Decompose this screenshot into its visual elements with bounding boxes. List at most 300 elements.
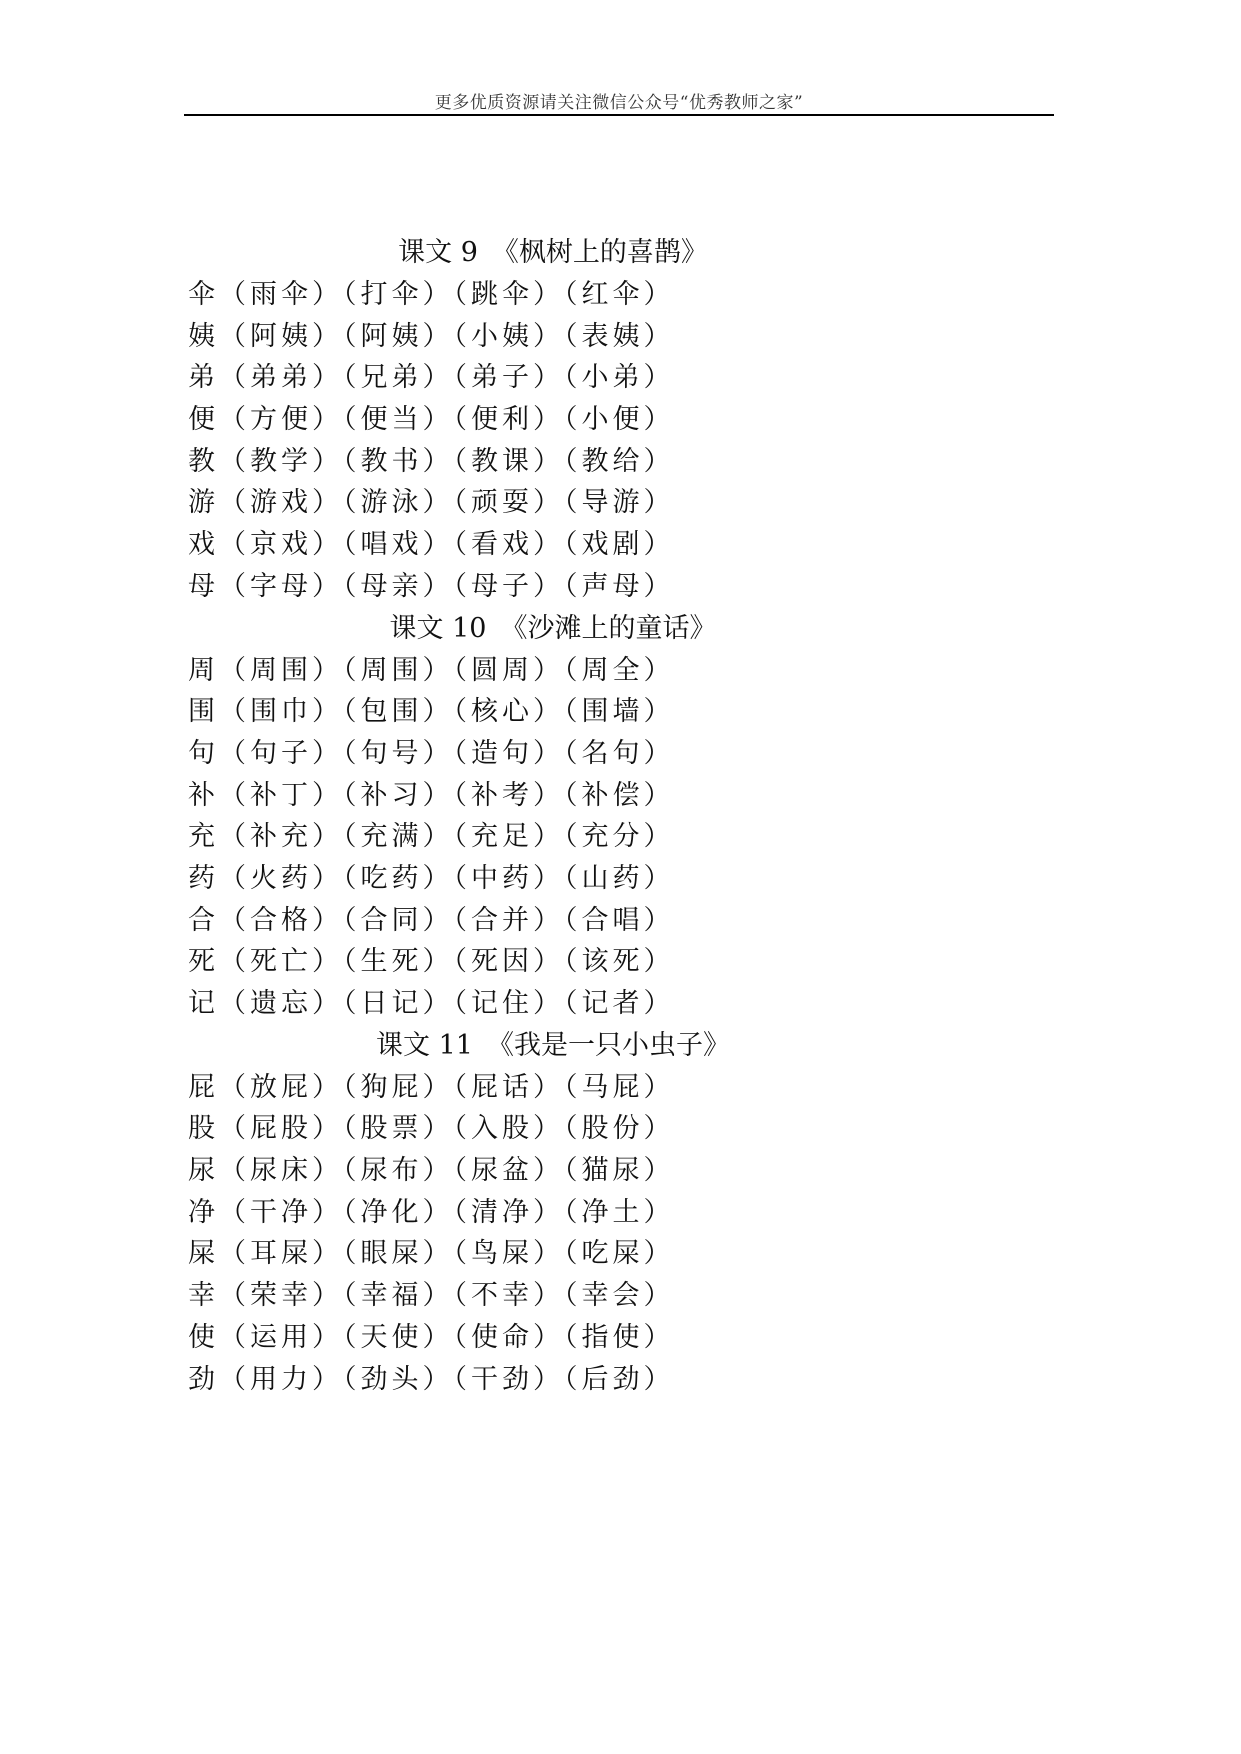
vocab-word: 净化 bbox=[360, 1196, 423, 1228]
vocab-word: 合同 bbox=[360, 904, 423, 936]
vocab-word: 股票 bbox=[360, 1113, 423, 1145]
close-paren: ） bbox=[422, 988, 454, 1019]
close-paren: ） bbox=[643, 487, 675, 519]
close-paren: ） bbox=[312, 904, 343, 936]
open-paren: （ bbox=[564, 1196, 582, 1228]
open-paren: （ bbox=[564, 320, 582, 352]
open-paren: （ bbox=[564, 946, 582, 978]
vocab-row bbox=[188, 691, 848, 733]
open-paren: （ bbox=[564, 1071, 582, 1103]
close-paren: ） bbox=[533, 1113, 564, 1145]
vocab-word: 声母 bbox=[581, 570, 644, 602]
vocab-word: 造句 bbox=[471, 737, 533, 769]
vocab-word: 荣幸 bbox=[250, 1280, 312, 1312]
vocab-character: 使 bbox=[188, 1321, 219, 1353]
vocab-word: 幸会 bbox=[581, 1280, 644, 1312]
vocab-word: 教给 bbox=[581, 445, 644, 477]
vocab-word: 合唱 bbox=[581, 904, 644, 936]
open-paren: （ bbox=[564, 1321, 582, 1353]
vocab-row bbox=[188, 274, 848, 316]
vocab-word: 母子 bbox=[471, 570, 533, 602]
vocab-word: 放屁 bbox=[250, 1071, 312, 1103]
open-paren: （ bbox=[564, 1280, 582, 1312]
lesson-title bbox=[188, 1025, 848, 1067]
vocab-word: 核心 bbox=[471, 696, 533, 728]
open-paren: （ bbox=[343, 737, 361, 769]
open-paren: （ bbox=[343, 1238, 361, 1270]
close-paren: ） bbox=[312, 445, 343, 477]
lesson-number: 课文 9 bbox=[398, 237, 478, 268]
lesson-name: 《我是一只小虫子》 bbox=[486, 1029, 730, 1061]
open-paren: （ bbox=[564, 988, 582, 1019]
open-paren: （ bbox=[453, 904, 471, 936]
vocab-word: 跳伞 bbox=[471, 279, 533, 310]
vocab-character: 句 bbox=[188, 737, 219, 769]
close-paren: ） bbox=[643, 737, 675, 769]
vocab-row bbox=[188, 733, 848, 775]
close-paren: ） bbox=[643, 1238, 675, 1270]
vocab-word: 日记 bbox=[360, 988, 423, 1019]
open-paren: （ bbox=[453, 1321, 471, 1353]
vocab-word: 兄弟 bbox=[360, 362, 423, 394]
vocab-character: 围 bbox=[188, 696, 219, 728]
vocab-character: 劲 bbox=[188, 1363, 219, 1395]
vocab-word: 指使 bbox=[581, 1321, 644, 1353]
vocab-word: 围墙 bbox=[581, 696, 644, 728]
close-paren: ） bbox=[533, 362, 564, 394]
close-paren: ） bbox=[312, 1363, 343, 1395]
vocab-word: 导游 bbox=[581, 487, 644, 519]
close-paren: ） bbox=[643, 529, 675, 561]
vocab-word: 马屁 bbox=[581, 1071, 644, 1103]
vocab-word: 看戏 bbox=[471, 529, 533, 561]
close-paren: ） bbox=[312, 1071, 343, 1103]
close-paren: ） bbox=[312, 1155, 343, 1187]
open-paren: （ bbox=[564, 737, 582, 769]
vocab-character: 游 bbox=[188, 487, 219, 519]
open-paren: （ bbox=[453, 570, 471, 602]
open-paren: （ bbox=[564, 362, 582, 394]
open-paren: （ bbox=[343, 1155, 361, 1187]
open-paren: （ bbox=[453, 946, 471, 978]
open-paren: （ bbox=[343, 362, 361, 394]
vocab-row bbox=[188, 900, 848, 942]
vocab-word: 清净 bbox=[471, 1196, 533, 1228]
close-paren: ） bbox=[422, 1155, 454, 1187]
close-paren: ） bbox=[422, 862, 454, 894]
open-paren: （ bbox=[343, 529, 361, 561]
vocab-word: 劲头 bbox=[360, 1363, 423, 1395]
close-paren: ） bbox=[643, 279, 675, 310]
close-paren: ） bbox=[533, 279, 564, 310]
vocab-word: 充足 bbox=[471, 821, 533, 853]
close-paren: ） bbox=[312, 279, 343, 310]
open-paren: （ bbox=[453, 654, 471, 686]
vocab-word: 干净 bbox=[250, 1196, 312, 1228]
open-paren: （ bbox=[219, 529, 250, 561]
vocab-word: 顽耍 bbox=[471, 487, 533, 519]
document-body bbox=[188, 232, 848, 1400]
open-paren: （ bbox=[343, 445, 361, 477]
vocab-word: 不幸 bbox=[471, 1280, 533, 1312]
vocab-word: 戏剧 bbox=[581, 529, 644, 561]
close-paren: ） bbox=[533, 1363, 564, 1395]
close-paren: ） bbox=[422, 445, 454, 477]
open-paren: （ bbox=[453, 404, 471, 436]
open-paren: （ bbox=[219, 1238, 250, 1270]
close-paren: ） bbox=[533, 1071, 564, 1103]
vocab-word: 尿布 bbox=[360, 1155, 423, 1187]
close-paren: ） bbox=[312, 487, 343, 519]
vocab-word: 方便 bbox=[250, 404, 312, 436]
open-paren: （ bbox=[219, 1113, 250, 1145]
close-paren: ） bbox=[533, 1321, 564, 1353]
vocab-word: 教书 bbox=[360, 445, 423, 477]
vocab-character: 充 bbox=[188, 821, 219, 853]
vocab-word: 便利 bbox=[471, 404, 533, 436]
open-paren: （ bbox=[343, 988, 361, 1019]
vocab-word: 周全 bbox=[581, 654, 644, 686]
open-paren: （ bbox=[219, 1155, 250, 1187]
vocab-word: 合格 bbox=[250, 904, 312, 936]
lesson-title bbox=[188, 608, 848, 650]
open-paren: （ bbox=[343, 779, 361, 811]
open-paren: （ bbox=[219, 445, 250, 477]
vocab-character: 尿 bbox=[188, 1155, 219, 1187]
vocab-word: 使命 bbox=[471, 1321, 533, 1353]
vocab-word: 股份 bbox=[581, 1113, 644, 1145]
close-paren: ） bbox=[422, 1113, 454, 1145]
vocab-word: 合并 bbox=[471, 904, 533, 936]
vocab-word: 母亲 bbox=[360, 570, 423, 602]
vocab-word: 便当 bbox=[360, 404, 423, 436]
open-paren: （ bbox=[453, 1071, 471, 1103]
close-paren: ） bbox=[312, 1321, 343, 1353]
close-paren: ） bbox=[643, 821, 675, 853]
vocab-word: 尿盆 bbox=[471, 1155, 533, 1187]
close-paren: ） bbox=[643, 654, 675, 686]
vocab-word: 用力 bbox=[250, 1363, 312, 1395]
vocab-character: 母 bbox=[188, 570, 219, 602]
vocab-character: 周 bbox=[188, 654, 219, 686]
vocab-word: 该死 bbox=[581, 946, 644, 978]
close-paren: ） bbox=[422, 362, 454, 394]
close-paren: ） bbox=[643, 445, 675, 477]
open-paren: （ bbox=[219, 1071, 250, 1103]
open-paren: （ bbox=[219, 821, 250, 853]
lesson-section bbox=[188, 232, 848, 608]
header-divider bbox=[184, 114, 1054, 116]
vocab-word: 净土 bbox=[581, 1196, 644, 1228]
vocab-word: 屁股 bbox=[250, 1113, 312, 1145]
vocab-row bbox=[188, 816, 848, 858]
open-paren: （ bbox=[453, 445, 471, 477]
open-paren: （ bbox=[564, 696, 582, 728]
open-paren: （ bbox=[219, 404, 250, 436]
close-paren: ） bbox=[422, 404, 454, 436]
open-paren: （ bbox=[219, 1196, 250, 1228]
vocab-word: 吃屎 bbox=[581, 1238, 644, 1270]
close-paren: ） bbox=[312, 570, 343, 602]
open-paren: （ bbox=[219, 362, 250, 394]
vocab-word: 幸福 bbox=[360, 1280, 423, 1312]
open-paren: （ bbox=[343, 696, 361, 728]
close-paren: ） bbox=[533, 654, 564, 686]
close-paren: ） bbox=[533, 487, 564, 519]
open-paren: （ bbox=[343, 946, 361, 978]
open-paren: （ bbox=[564, 1113, 582, 1145]
close-paren: ） bbox=[533, 1155, 564, 1187]
close-paren: ） bbox=[533, 737, 564, 769]
open-paren: （ bbox=[219, 320, 250, 352]
open-paren: （ bbox=[564, 654, 582, 686]
vocab-word: 游泳 bbox=[360, 487, 423, 519]
close-paren: ） bbox=[643, 904, 675, 936]
open-paren: （ bbox=[564, 821, 582, 853]
vocab-word: 补充 bbox=[250, 821, 312, 853]
open-paren: （ bbox=[564, 904, 582, 936]
open-paren: （ bbox=[453, 862, 471, 894]
close-paren: ） bbox=[533, 904, 564, 936]
close-paren: ） bbox=[643, 1113, 675, 1145]
vocab-word: 圆周 bbox=[471, 654, 533, 686]
open-paren: （ bbox=[453, 279, 471, 310]
open-paren: （ bbox=[453, 487, 471, 519]
open-paren: （ bbox=[453, 696, 471, 728]
vocab-row bbox=[188, 316, 848, 358]
close-paren: ） bbox=[422, 1363, 454, 1395]
vocab-word: 干劲 bbox=[471, 1363, 533, 1395]
vocab-word: 句号 bbox=[360, 737, 423, 769]
close-paren: ） bbox=[643, 570, 675, 602]
open-paren: （ bbox=[453, 821, 471, 853]
vocab-word: 弟子 bbox=[471, 362, 533, 394]
close-paren: ） bbox=[422, 946, 454, 978]
close-paren: ） bbox=[312, 988, 343, 1019]
vocab-word: 眼屎 bbox=[360, 1238, 423, 1270]
open-paren: （ bbox=[343, 1071, 361, 1103]
lesson-section bbox=[188, 1025, 848, 1401]
open-paren: （ bbox=[564, 1238, 582, 1270]
open-paren: （ bbox=[343, 654, 361, 686]
open-paren: （ bbox=[564, 445, 582, 477]
vocab-row bbox=[188, 357, 848, 399]
open-paren: （ bbox=[219, 946, 250, 978]
vocab-character: 屁 bbox=[188, 1071, 219, 1103]
vocab-character: 补 bbox=[188, 779, 219, 811]
vocab-word: 唱戏 bbox=[360, 529, 423, 561]
vocab-word: 生死 bbox=[360, 946, 423, 978]
close-paren: ） bbox=[533, 445, 564, 477]
open-paren: （ bbox=[453, 1113, 471, 1145]
close-paren: ） bbox=[312, 404, 343, 436]
close-paren: ） bbox=[643, 1071, 675, 1103]
vocab-row bbox=[188, 1150, 848, 1192]
vocab-word: 山药 bbox=[581, 862, 644, 894]
vocab-word: 遗忘 bbox=[250, 988, 312, 1019]
close-paren: ） bbox=[533, 862, 564, 894]
close-paren: ） bbox=[643, 1280, 675, 1312]
open-paren: （ bbox=[564, 862, 582, 894]
open-paren: （ bbox=[453, 988, 471, 1019]
open-paren: （ bbox=[564, 1363, 582, 1395]
open-paren: （ bbox=[219, 904, 250, 936]
vocab-row bbox=[188, 399, 848, 441]
vocab-word: 围巾 bbox=[250, 696, 312, 728]
open-paren: （ bbox=[219, 737, 250, 769]
vocab-row bbox=[188, 941, 848, 983]
lesson-name: 《沙滩上的童话》 bbox=[500, 612, 717, 644]
vocab-word: 补考 bbox=[471, 779, 533, 811]
close-paren: ） bbox=[533, 821, 564, 853]
vocab-character: 屎 bbox=[188, 1238, 219, 1270]
vocab-row bbox=[188, 482, 848, 524]
lesson-name: 《枫树上的喜鹊》 bbox=[491, 237, 708, 268]
vocab-word: 入股 bbox=[471, 1113, 533, 1145]
close-paren: ） bbox=[312, 696, 343, 728]
open-paren: （ bbox=[343, 904, 361, 936]
vocab-row bbox=[188, 1108, 848, 1150]
close-paren: ） bbox=[312, 529, 343, 561]
open-paren: （ bbox=[453, 320, 471, 352]
vocab-character: 幸 bbox=[188, 1280, 219, 1312]
open-paren: （ bbox=[453, 1238, 471, 1270]
open-paren: （ bbox=[343, 862, 361, 894]
open-paren: （ bbox=[564, 404, 582, 436]
close-paren: ） bbox=[422, 279, 454, 310]
open-paren: （ bbox=[564, 779, 582, 811]
lesson-section bbox=[188, 608, 848, 1025]
open-paren: （ bbox=[453, 362, 471, 394]
open-paren: （ bbox=[343, 1196, 361, 1228]
vocab-row bbox=[188, 858, 848, 900]
close-paren: ） bbox=[312, 1113, 343, 1145]
open-paren: （ bbox=[564, 487, 582, 519]
close-paren: ） bbox=[422, 487, 454, 519]
vocab-word: 小姨 bbox=[471, 320, 533, 352]
vocab-word: 周围 bbox=[250, 654, 312, 686]
open-paren: （ bbox=[343, 1363, 361, 1395]
close-paren: ） bbox=[643, 862, 675, 894]
vocab-row bbox=[188, 1275, 848, 1317]
close-paren: ） bbox=[643, 1196, 675, 1228]
close-paren: ） bbox=[533, 779, 564, 811]
vocab-word: 雨伞 bbox=[250, 279, 312, 310]
close-paren: ） bbox=[643, 1155, 675, 1187]
close-paren: ） bbox=[643, 779, 675, 811]
open-paren: （ bbox=[219, 1321, 250, 1353]
close-paren: ） bbox=[422, 320, 454, 352]
close-paren: ） bbox=[422, 1196, 454, 1228]
vocab-word: 包围 bbox=[360, 696, 423, 728]
close-paren: ） bbox=[312, 862, 343, 894]
page-header: 更多优质资源请关注微信公众号“优秀教师之家” bbox=[434, 93, 804, 113]
vocab-word: 天使 bbox=[360, 1321, 423, 1353]
open-paren: （ bbox=[219, 779, 250, 811]
close-paren: ） bbox=[533, 404, 564, 436]
open-paren: （ bbox=[453, 1196, 471, 1228]
vocab-word: 补习 bbox=[360, 779, 423, 811]
vocab-word: 火药 bbox=[250, 862, 312, 894]
open-paren: （ bbox=[343, 487, 361, 519]
open-paren: （ bbox=[219, 570, 250, 602]
vocab-word: 死亡 bbox=[250, 946, 312, 978]
close-paren: ） bbox=[533, 946, 564, 978]
close-paren: ） bbox=[643, 1363, 675, 1395]
open-paren: （ bbox=[343, 320, 361, 352]
vocab-word: 京戏 bbox=[250, 529, 312, 561]
open-paren: （ bbox=[219, 487, 250, 519]
close-paren: ） bbox=[643, 988, 675, 1019]
open-paren: （ bbox=[343, 404, 361, 436]
close-paren: ） bbox=[643, 362, 675, 394]
close-paren: ） bbox=[422, 570, 454, 602]
open-paren: （ bbox=[453, 1280, 471, 1312]
open-paren: （ bbox=[453, 779, 471, 811]
open-paren: （ bbox=[219, 1363, 250, 1395]
close-paren: ） bbox=[312, 737, 343, 769]
vocab-word: 句子 bbox=[250, 737, 312, 769]
open-paren: （ bbox=[453, 737, 471, 769]
vocab-word: 充分 bbox=[581, 821, 644, 853]
close-paren: ） bbox=[533, 696, 564, 728]
vocab-word: 周围 bbox=[360, 654, 423, 686]
vocab-character: 死 bbox=[188, 946, 219, 978]
vocab-word: 补丁 bbox=[250, 779, 312, 811]
vocab-word: 猫尿 bbox=[581, 1155, 644, 1187]
close-paren: ） bbox=[533, 320, 564, 352]
vocab-word: 尿床 bbox=[250, 1155, 312, 1187]
vocab-word: 耳屎 bbox=[250, 1238, 312, 1270]
close-paren: ） bbox=[422, 696, 454, 728]
vocab-word: 吃药 bbox=[360, 862, 423, 894]
vocab-word: 红伞 bbox=[581, 279, 644, 310]
close-paren: ） bbox=[533, 1196, 564, 1228]
close-paren: ） bbox=[312, 1196, 343, 1228]
vocab-word: 弟弟 bbox=[250, 362, 312, 394]
lesson-number: 课文 11 bbox=[376, 1029, 473, 1061]
close-paren: ） bbox=[422, 779, 454, 811]
open-paren: （ bbox=[219, 654, 250, 686]
close-paren: ） bbox=[422, 1071, 454, 1103]
close-paren: ） bbox=[312, 1238, 343, 1270]
vocab-word: 教学 bbox=[250, 445, 312, 477]
vocab-word: 运用 bbox=[250, 1321, 312, 1353]
vocab-character: 弟 bbox=[188, 362, 219, 394]
vocab-row bbox=[188, 1317, 848, 1359]
close-paren: ） bbox=[312, 320, 343, 352]
close-paren: ） bbox=[312, 946, 343, 978]
vocab-row bbox=[188, 775, 848, 817]
vocab-word: 补偿 bbox=[581, 779, 644, 811]
close-paren: ） bbox=[422, 737, 454, 769]
open-paren: （ bbox=[564, 529, 582, 561]
vocab-character: 股 bbox=[188, 1113, 219, 1145]
open-paren: （ bbox=[564, 279, 582, 310]
close-paren: ） bbox=[533, 1280, 564, 1312]
lesson-number: 课文 10 bbox=[389, 612, 487, 644]
close-paren: ） bbox=[312, 362, 343, 394]
vocab-row bbox=[188, 1233, 848, 1275]
close-paren: ） bbox=[643, 320, 675, 352]
close-paren: ） bbox=[533, 529, 564, 561]
close-paren: ） bbox=[533, 570, 564, 602]
vocab-word: 狗屁 bbox=[360, 1071, 423, 1103]
close-paren: ） bbox=[312, 821, 343, 853]
close-paren: ） bbox=[643, 946, 675, 978]
vocab-character: 净 bbox=[188, 1196, 219, 1228]
close-paren: ） bbox=[533, 1238, 564, 1270]
